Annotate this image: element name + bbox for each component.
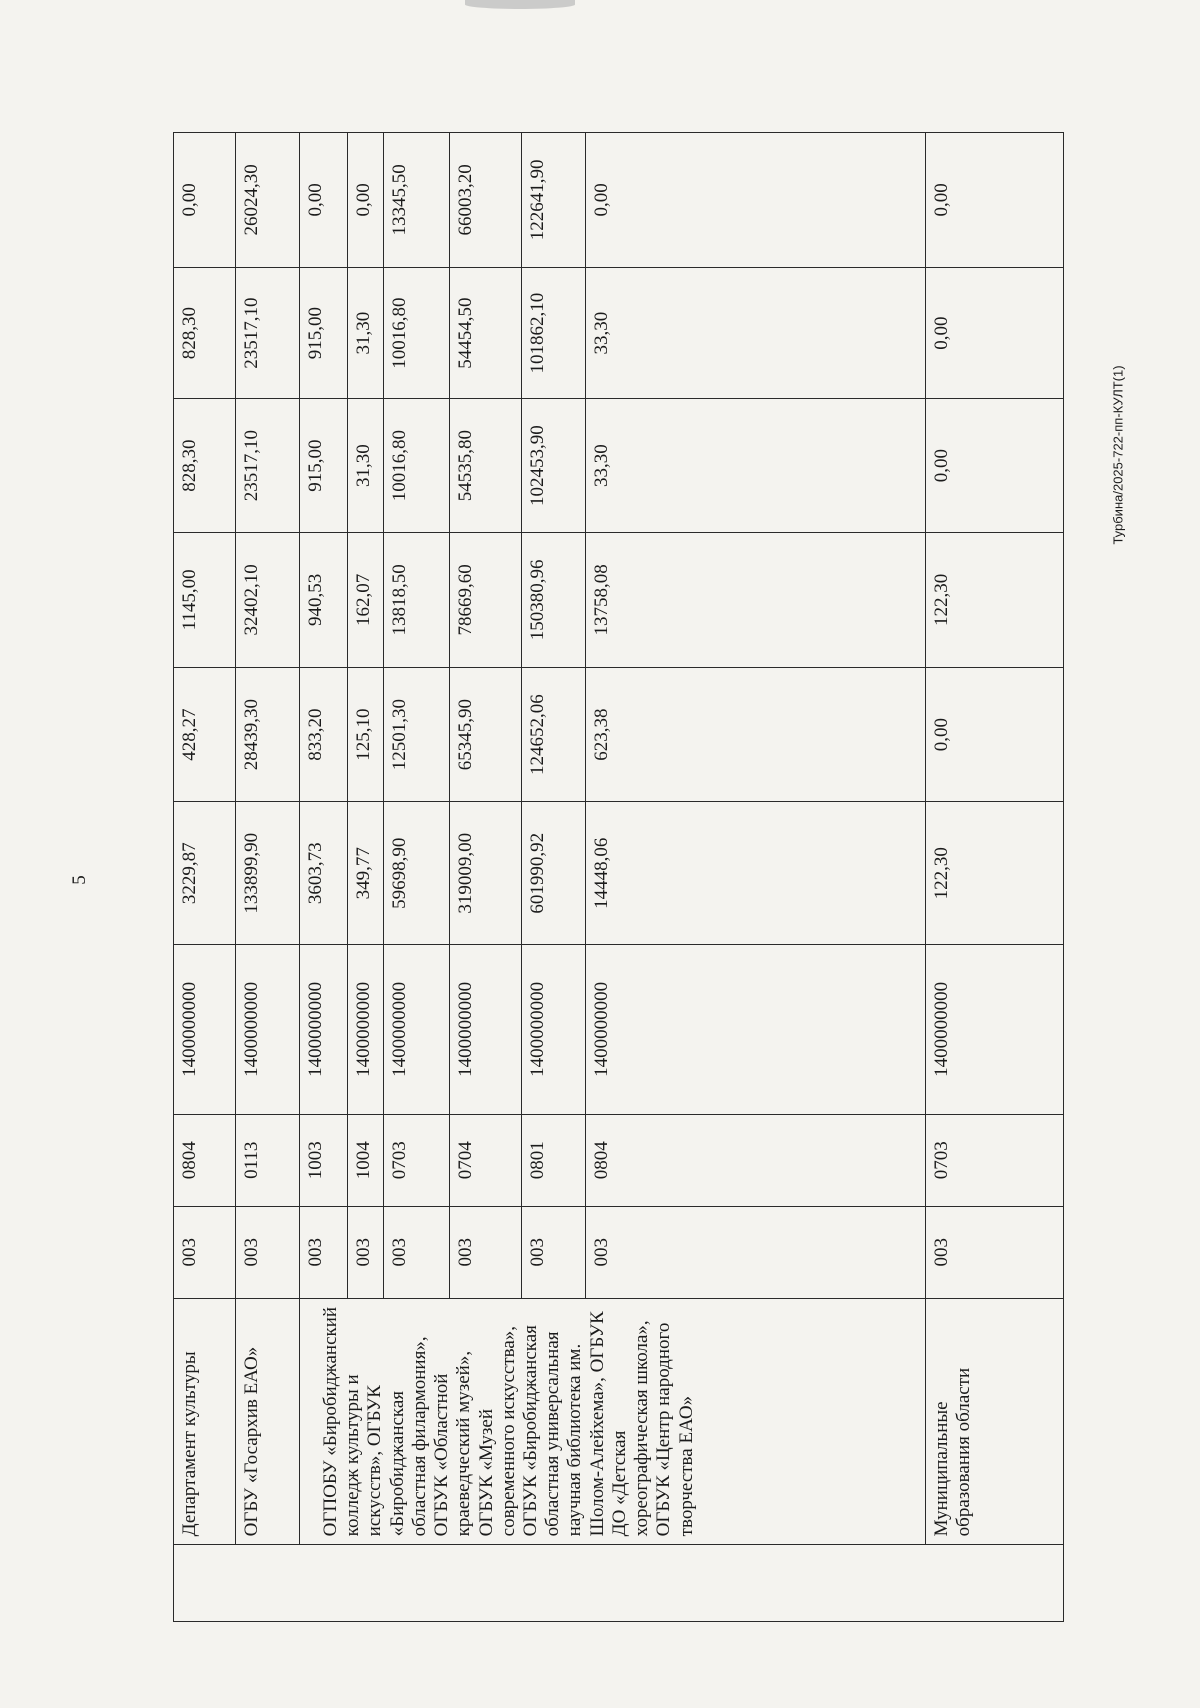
section-code: 1003 [300, 1114, 348, 1206]
value-year-1: 125,10 [348, 667, 384, 802]
row-name: Департамент культуры [174, 1298, 236, 1545]
target-article-code: 1400000000 [348, 944, 384, 1114]
table-row [236, 133, 300, 1622]
target-article-code: 1400000000 [586, 944, 926, 1114]
value-year-3: 31,30 [348, 399, 384, 533]
section-code: 1004 [348, 1114, 384, 1206]
value-year-2: 78669,60 [450, 532, 522, 667]
value-year-5: 0,00 [348, 133, 384, 268]
scan-artifact [465, 0, 575, 9]
grbs-code: 003 [348, 1206, 384, 1298]
value-year-5: 0,00 [926, 133, 1064, 268]
target-article-code: 1400000000 [300, 944, 348, 1114]
empty-left-column [174, 1545, 1064, 1622]
value-year-5: 66003,20 [450, 133, 522, 268]
value-total: 14448,06 [586, 802, 926, 944]
row-name: ОГБУ «Госархив ЕАО» [236, 1298, 300, 1545]
section-code: 0113 [236, 1114, 300, 1206]
merged-institutions-cell: ОГПОБУ «Биробиджанский колледж культуры и искусств», ОГБУК «Биробиджанская областная филармония», ОГБУК «Областной краеведческий музей», ОГБУК «Музей современного искусства», ОГБУК «Биробиджанская областная универсальная научная библиотека им. Шолом-Алейхема», ОГБУК ДО «Детская хореографическая школа», ОГБУК «Центр народного творчества ЕАО» [300, 1298, 926, 1545]
value-total: 59698,90 [384, 802, 450, 944]
value-year-4: 31,30 [348, 267, 384, 398]
value-year-1: 623,38 [586, 667, 926, 802]
value-total: 133899,90 [236, 802, 300, 944]
table-row [174, 133, 236, 1622]
value-total: 601990,92 [522, 802, 586, 944]
grbs-code: 003 [300, 1206, 348, 1298]
value-year-4: 10016,80 [384, 267, 450, 398]
value-year-2: 1145,00 [174, 532, 236, 667]
value-year-2: 122,30 [926, 532, 1064, 667]
section-code: 0704 [450, 1114, 522, 1206]
value-year-3: 10016,80 [384, 399, 450, 533]
value-year-3: 915,00 [300, 399, 348, 533]
section-code: 0703 [926, 1114, 1064, 1206]
document-code: Турбина/2025-722-пп-КУЛТ(1) [1110, 365, 1126, 545]
value-year-3: 54535,80 [450, 399, 522, 533]
target-article-code: 1400000000 [384, 944, 450, 1114]
value-year-3: 33,30 [586, 399, 926, 533]
target-article-code: 1400000000 [450, 944, 522, 1114]
value-year-2: 13758,08 [586, 532, 926, 667]
target-article-code: 1400000000 [236, 944, 300, 1114]
value-year-1: 428,27 [174, 667, 236, 802]
value-year-4: 828,30 [174, 267, 236, 398]
grbs-code: 003 [384, 1206, 450, 1298]
value-year-2: 940,53 [300, 532, 348, 667]
value-year-4: 33,30 [586, 267, 926, 398]
grbs-code: 003 [522, 1206, 586, 1298]
grbs-code: 003 [236, 1206, 300, 1298]
value-year-3: 23517,10 [236, 399, 300, 533]
target-article-code: 1400000000 [174, 944, 236, 1114]
value-total: 122,30 [926, 802, 1064, 944]
value-year-1: 28439,30 [236, 667, 300, 802]
value-year-3: 828,30 [174, 399, 236, 533]
value-year-4: 23517,10 [236, 267, 300, 398]
page-number: 5 [69, 875, 90, 885]
budget-table [173, 132, 1064, 1622]
value-year-5: 122641,90 [522, 133, 586, 268]
value-total: 3603,73 [300, 802, 348, 944]
value-year-5: 13345,50 [384, 133, 450, 268]
table-row [300, 133, 348, 1622]
value-year-5: 0,00 [174, 133, 236, 268]
value-year-5: 26024,30 [236, 133, 300, 268]
value-year-1: 12501,30 [384, 667, 450, 802]
grbs-code: 003 [926, 1206, 1064, 1298]
value-year-4: 915,00 [300, 267, 348, 398]
grbs-code: 003 [586, 1206, 926, 1298]
value-year-1: 0,00 [926, 667, 1064, 802]
row-name: Муниципальные образования области [926, 1298, 1064, 1545]
value-year-4: 54454,50 [450, 267, 522, 398]
value-year-2: 150380,96 [522, 532, 586, 667]
value-year-4: 101862,10 [522, 267, 586, 398]
value-year-2: 13818,50 [384, 532, 450, 667]
value-year-1: 833,20 [300, 667, 348, 802]
target-article-code: 1400000000 [926, 944, 1064, 1114]
value-total: 319009,00 [450, 802, 522, 944]
value-year-5: 0,00 [586, 133, 926, 268]
value-total: 349,77 [348, 802, 384, 944]
grbs-code: 003 [174, 1206, 236, 1298]
value-year-3: 0,00 [926, 399, 1064, 533]
section-code: 0703 [384, 1114, 450, 1206]
value-year-5: 0,00 [300, 133, 348, 268]
value-year-3: 102453,90 [522, 399, 586, 533]
value-total: 3229,87 [174, 802, 236, 944]
budget-table-rotated [173, 132, 1063, 1622]
target-article-code: 1400000000 [522, 944, 586, 1114]
table-row [926, 133, 1064, 1622]
grbs-code: 003 [450, 1206, 522, 1298]
value-year-4: 0,00 [926, 267, 1064, 398]
value-year-2: 32402,10 [236, 532, 300, 667]
value-year-1: 65345,90 [450, 667, 522, 802]
value-year-1: 124652,06 [522, 667, 586, 802]
value-year-2: 162,07 [348, 532, 384, 667]
section-code: 0804 [174, 1114, 236, 1206]
section-code: 0804 [586, 1114, 926, 1206]
section-code: 0801 [522, 1114, 586, 1206]
